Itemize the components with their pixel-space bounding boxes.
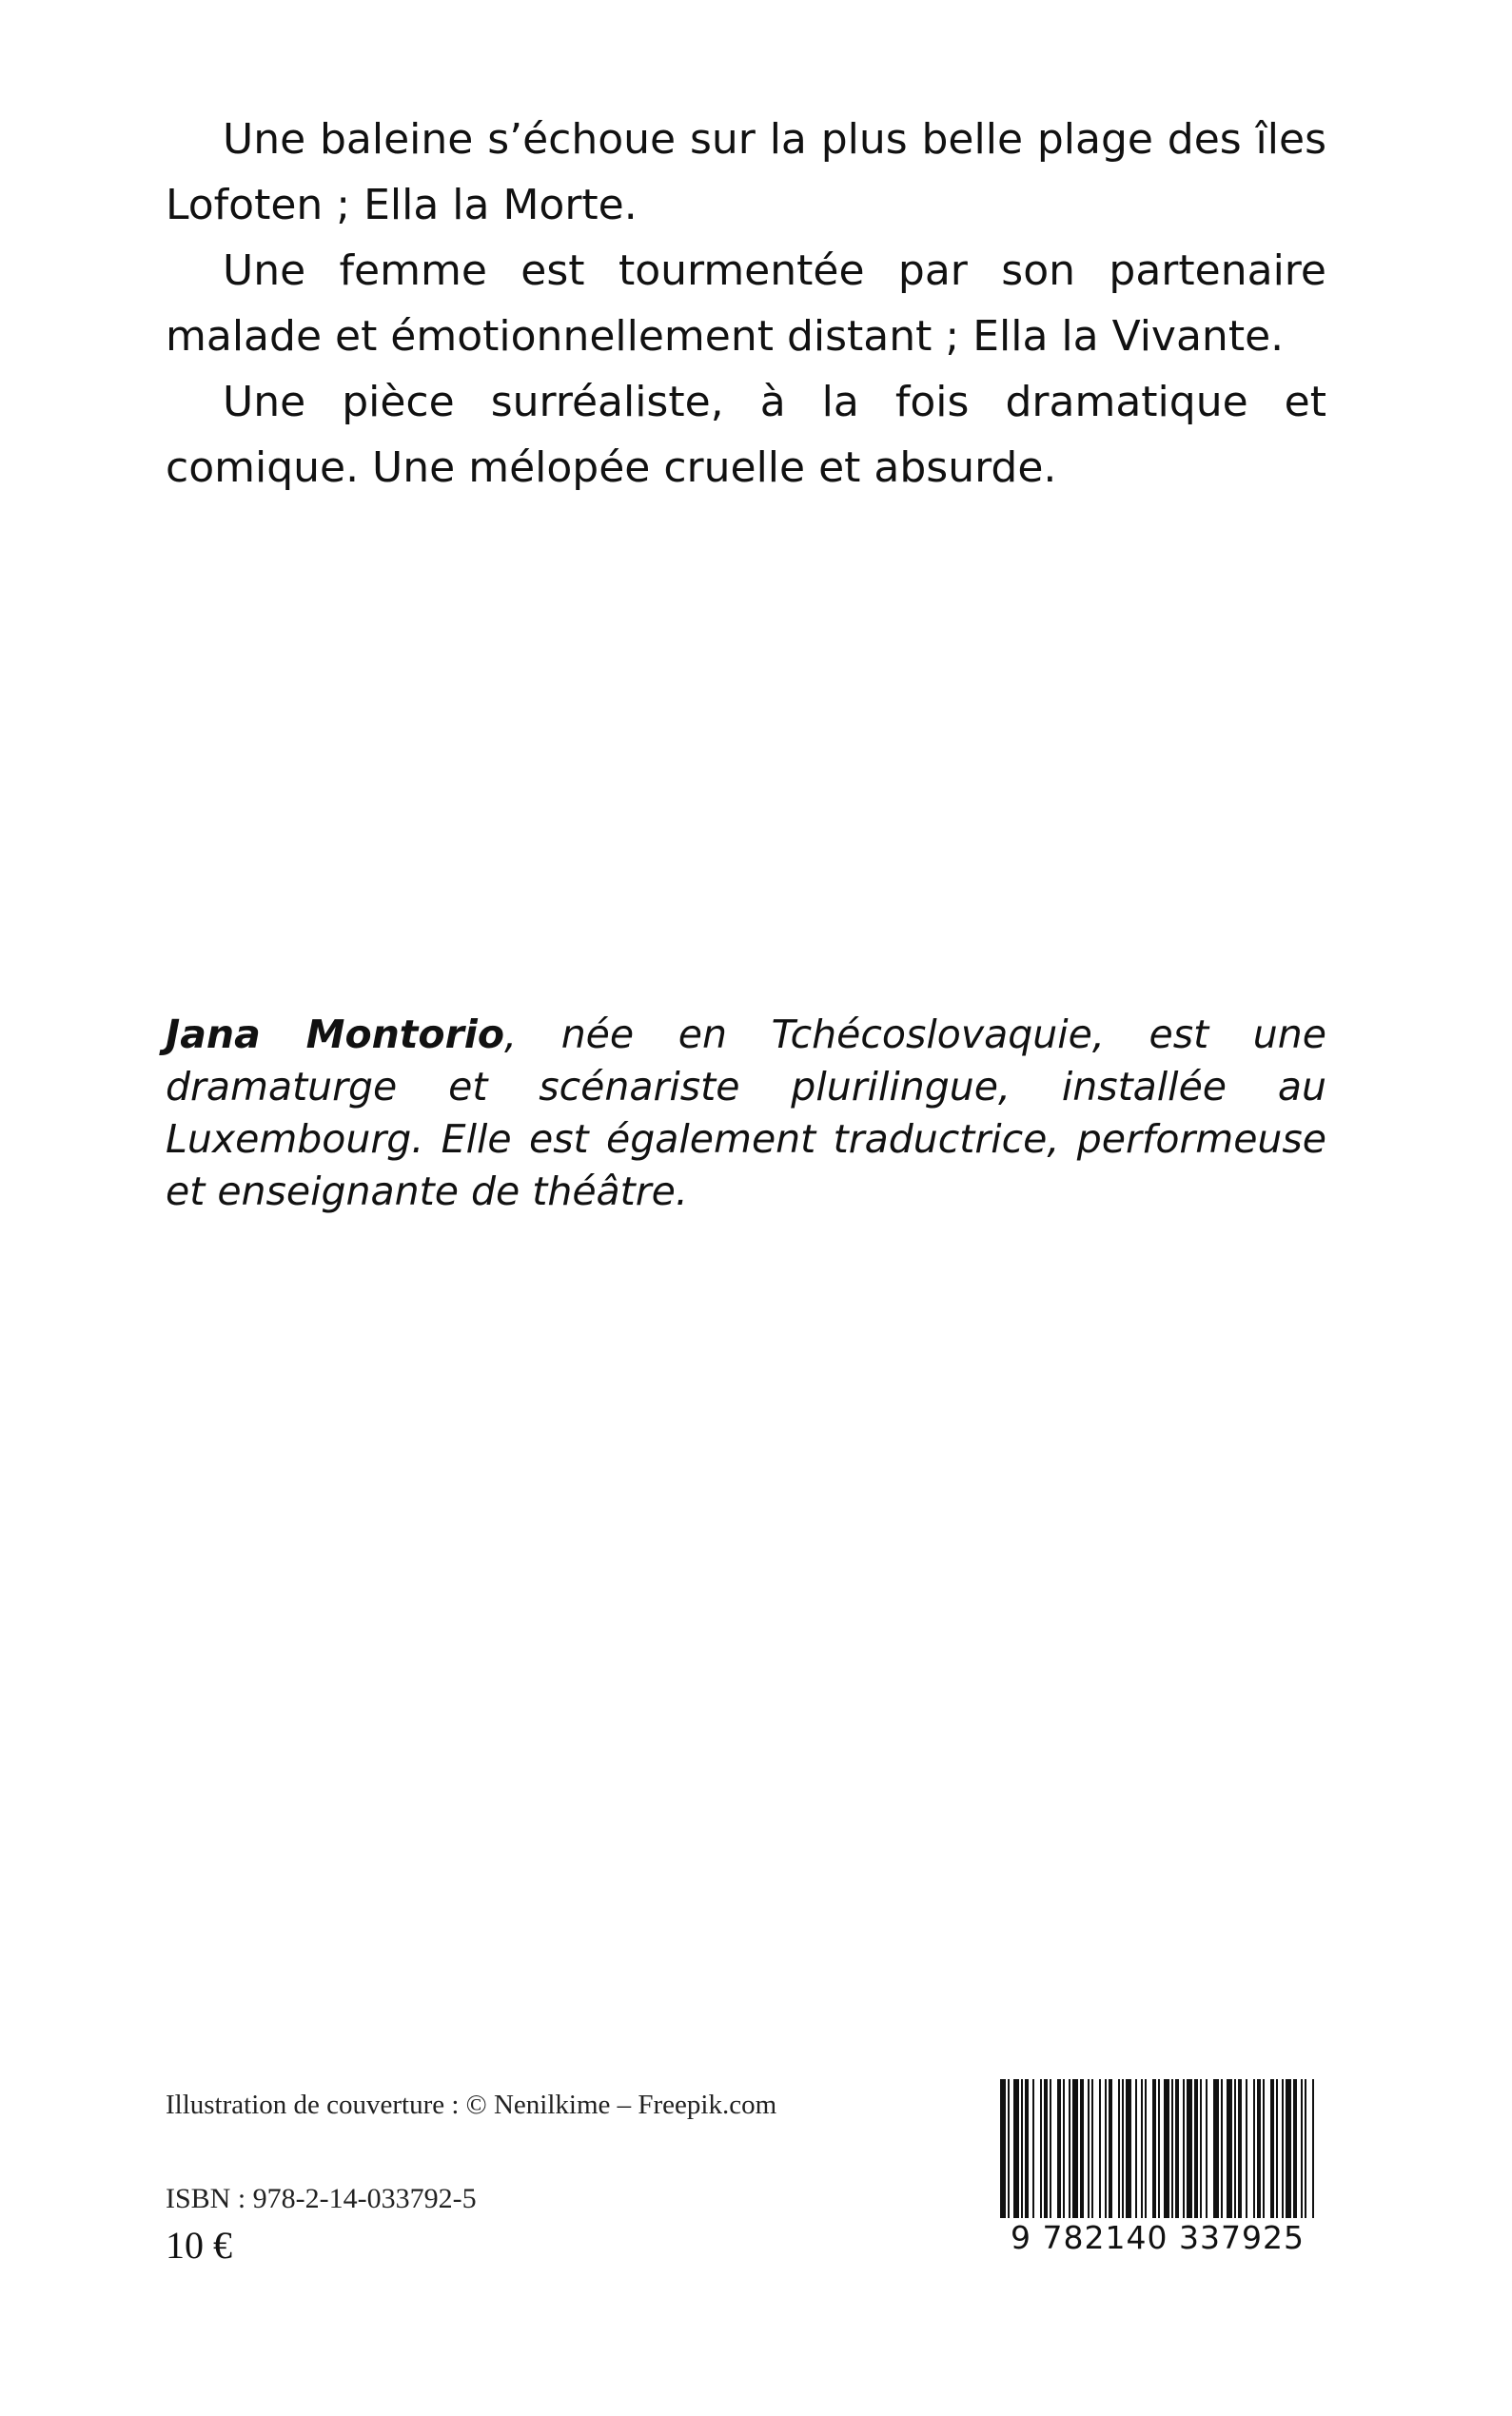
barcode-bar	[1032, 2079, 1034, 2222]
barcode-bar	[1175, 2079, 1179, 2222]
barcode-bar	[1145, 2079, 1147, 2222]
barcode-bar	[1105, 2079, 1107, 2222]
barcode-bar	[1246, 2079, 1247, 2222]
barcode-bar	[1282, 2079, 1284, 2222]
barcode-bar	[1253, 2079, 1255, 2222]
barcode-bar	[1257, 2079, 1261, 2222]
barcode-bar	[1118, 2079, 1120, 2222]
isbn: ISBN : 978-2-14-033792-5	[166, 2183, 477, 2214]
barcode-bar	[1194, 2079, 1198, 2222]
back-cover-blurb	[166, 107, 1326, 501]
barcode-bar	[1000, 2079, 1006, 2222]
barcode-bar	[1213, 2079, 1219, 2222]
barcode-bar	[1135, 2079, 1137, 2222]
barcode-bar	[1187, 2079, 1192, 2222]
barcode-bar	[1152, 2079, 1156, 2222]
barcode-bar	[1021, 2079, 1023, 2222]
barcode-bar	[1044, 2079, 1048, 2222]
barcode-bar	[1286, 2079, 1291, 2222]
price: 10 €	[166, 2224, 232, 2267]
barcode-bar	[1050, 2079, 1051, 2222]
barcode-bar	[1293, 2079, 1297, 2222]
barcode-bar	[1109, 2079, 1112, 2222]
barcode-bar	[1158, 2079, 1160, 2222]
barcode-bar	[1040, 2079, 1042, 2222]
barcode-bar	[1263, 2079, 1265, 2222]
barcode-bar	[1063, 2079, 1065, 2222]
barcode-bar	[1069, 2079, 1070, 2222]
barcode-bar	[1057, 2079, 1061, 2222]
barcode-bar	[1025, 2079, 1029, 2222]
barcode-bar	[1091, 2079, 1093, 2222]
barcode-bar	[1312, 2079, 1314, 2222]
blurb-paragraph-3: Une pièce surréaliste, à la fois dramatique et comique. Une mélopée cruelle et absurde.	[166, 378, 1326, 492]
barcode-bar	[1305, 2079, 1306, 2222]
author-name: Jana Montorio	[166, 1012, 505, 1057]
barcode-bar	[1072, 2079, 1078, 2222]
blurb-paragraph-1: Une baleine s’échoue sur la plus belle plage des îles Lofoten ; Ella la Morte.	[166, 115, 1326, 229]
barcode-bar	[1200, 2079, 1202, 2222]
barcode-bars	[994, 2079, 1321, 2222]
author-bio-text: , née en Tchécoslovaquie, est une dramaturge et scénariste plurilingue, installée au Luxembourg. Elle est également traductrice, performeuse et enseignante de théâtre.	[166, 1012, 1326, 1214]
barcode-bar	[1126, 2079, 1131, 2222]
cover-illustration-credit: Illustration de couverture : © Nenilkime – Freepik.com	[166, 2090, 777, 2120]
barcode-digits: 9 782140 337925	[994, 2218, 1321, 2258]
barcode-bar	[1080, 2079, 1084, 2222]
barcode-bar	[1276, 2079, 1278, 2222]
barcode-bar	[1221, 2079, 1223, 2222]
barcode-bar	[1013, 2079, 1019, 2222]
barcode-bar	[1088, 2079, 1090, 2222]
barcode-bar	[1099, 2079, 1101, 2222]
barcode-bar	[1171, 2079, 1173, 2222]
barcode-bar	[1008, 2079, 1010, 2222]
barcode-bar	[1238, 2079, 1242, 2222]
barcode-bar	[1270, 2079, 1274, 2222]
author-bio	[166, 1009, 1326, 1218]
barcode-bar	[1183, 2079, 1185, 2222]
barcode-bar	[1122, 2079, 1124, 2222]
blurb-paragraph-2: Une femme est tourmentée par son partenaire malade et émotionnellement distant ; Ella la Vivante.	[166, 246, 1326, 361]
barcode-bar	[1227, 2079, 1232, 2222]
barcode-bar	[1141, 2079, 1143, 2222]
barcode-bar	[1206, 2079, 1208, 2222]
barcode-bar	[1301, 2079, 1303, 2222]
barcode-bar	[1234, 2079, 1236, 2222]
barcode-bar	[1164, 2079, 1169, 2222]
